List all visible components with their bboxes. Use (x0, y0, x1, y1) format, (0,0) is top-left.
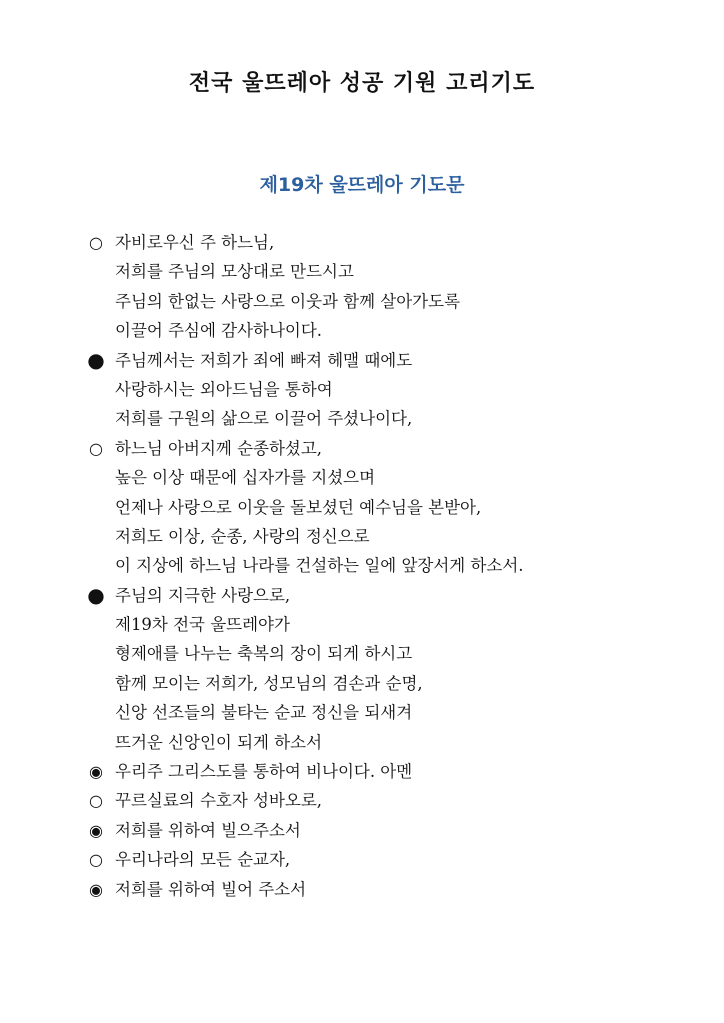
marker-icon: ◉ (89, 820, 103, 840)
prayer-line-text: 사랑하시는 외아드님을 통하여 (115, 379, 333, 399)
prayer-line-text: 언제나 사랑으로 이웃을 돌보셨던 예수님을 본받아, (115, 497, 482, 517)
prayer-line-text: 저희를 구원의 삶으로 이끌어 주셨나이다, (115, 409, 413, 429)
prayer-line-text: 우리나라의 모든 순교자, (115, 850, 291, 870)
prayer-line (86, 875, 706, 904)
prayer-line (86, 316, 706, 345)
marker-icon: ◉ (89, 879, 103, 899)
prayer-line (86, 346, 706, 375)
prayer-line-text: 저희를 주님의 모상대로 만드시고 (115, 262, 354, 282)
prayer-line-text: 주님의 지극한 사랑으로, (115, 585, 291, 605)
prayer-line (86, 816, 706, 845)
marker-icon: ◉ (89, 762, 103, 782)
prayer-line (86, 375, 706, 404)
prayer-line-text: 이끌어 주심에 감사하나이다. (115, 321, 323, 341)
prayer-line-text: 뜨거운 신앙인이 되게 하소서 (115, 732, 323, 752)
prayer-line-text: 저희도 이상, 순종, 사랑의 정신으로 (115, 526, 370, 546)
page-title: 전국 울뜨레아 성공 기원 고리기도 (188, 71, 536, 96)
prayer-line (86, 786, 706, 815)
prayer-line-text: 우리주 그리스도를 통하여 비나이다. 아멘 (115, 762, 413, 782)
marker-icon: ○ (89, 233, 103, 252)
marker-icon: ○ (89, 850, 103, 870)
prayer-line (86, 610, 706, 639)
prayer-line-text: 형제애를 나누는 축복의 장이 되게 하시고 (115, 644, 413, 664)
prayer-line (86, 522, 706, 551)
prayer-subtitle: 제19차 울뜨레아 기도문 (259, 174, 465, 196)
marker-icon: ● (87, 582, 105, 607)
prayer-line-text: 제19차 전국 울뜨레야가 (115, 615, 290, 635)
prayer-line-text: 주님의 한없는 사랑으로 이웃과 함께 살아가도록 (115, 291, 461, 311)
prayer-line-text: 이 지상에 하느님 나라를 건설하는 일에 앞장서게 하소서. (115, 556, 524, 576)
prayer-line (86, 287, 706, 316)
prayer-line (86, 639, 706, 668)
prayer-line (86, 669, 706, 698)
prayer-line-text: 자비로우신 주 하느님, (115, 233, 275, 252)
marker-icon: ○ (89, 438, 103, 458)
prayer-line-text: 주님께서는 저희가 죄에 빠져 헤맬 때에도 (115, 350, 413, 370)
prayer-line (86, 257, 706, 286)
prayer-line-text: 신앙 선조들의 불타는 순교 정신을 되새겨 (115, 703, 413, 723)
prayer-line (86, 493, 706, 522)
prayer-line (86, 698, 706, 727)
prayer-line-text: 꾸르실료의 수호자 성바오로, (115, 791, 323, 811)
prayer-line (86, 757, 706, 786)
prayer-line-text: 높은 이상 때문에 십자가를 지셨으며 (115, 468, 376, 488)
marker-icon: ● (87, 347, 105, 372)
prayer-line (86, 845, 706, 874)
prayer-line-text: 함께 모이는 저희가, 성모님의 겸손과 순명, (115, 673, 423, 693)
prayer-line-text: 저희를 위하여 빌어 주소서 (115, 879, 307, 899)
prayer-line-text: 저희를 위하여 빌으주소서 (115, 820, 301, 840)
prayer-line (86, 728, 706, 757)
prayer-line (86, 434, 706, 463)
prayer-line (86, 228, 706, 257)
prayer-line (86, 404, 706, 433)
prayer-line-text: 하느님 아버지께 순종하셨고, (115, 438, 323, 458)
marker-icon: ○ (89, 791, 103, 811)
prayer-line (86, 463, 706, 492)
prayer-line (86, 581, 706, 610)
prayer-body (86, 228, 706, 904)
prayer-line (86, 551, 706, 580)
